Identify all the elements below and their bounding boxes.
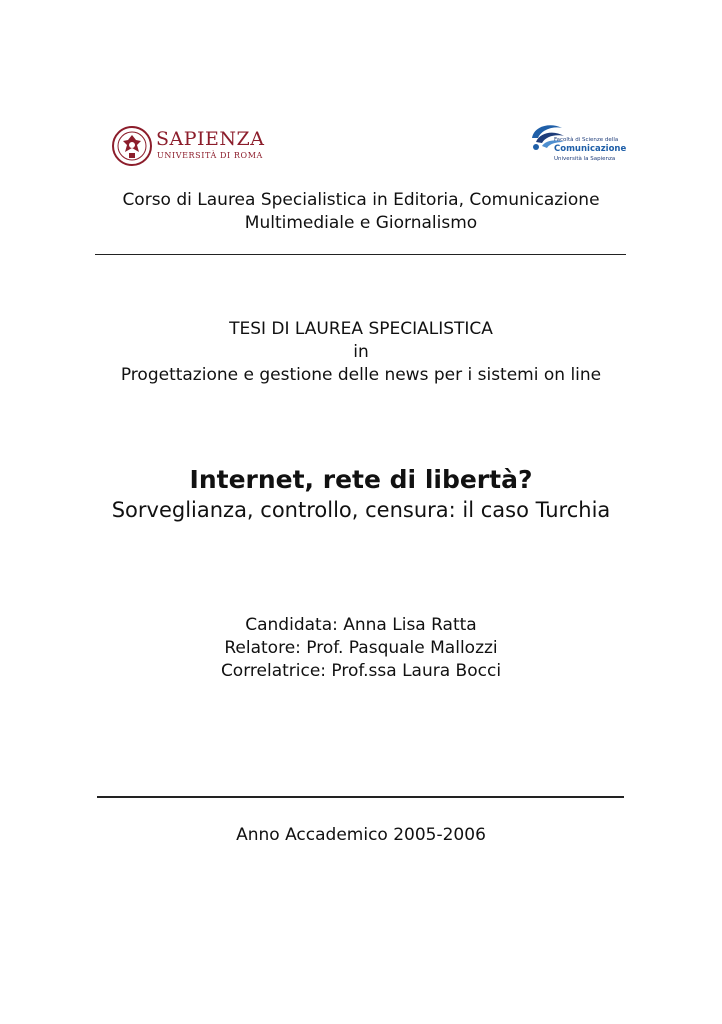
thesis-type-line3: Progettazione e gestione delle news per i sistemi on line xyxy=(120,365,602,385)
divider-bottom xyxy=(97,796,624,798)
divider-top xyxy=(95,254,626,255)
sapienza-wordmark: SAPIENZA xyxy=(156,128,265,150)
thesis-type-line2: in xyxy=(353,342,369,362)
thesis-subtitle: Sorveglianza, controllo, censura: il caso Turchia xyxy=(111,498,611,522)
academic-year-block xyxy=(0,824,722,847)
title-block xyxy=(0,464,722,524)
supervisor: Relatore: Prof. Pasquale Mallozzi xyxy=(224,638,498,658)
faculty-line3: Università la Sapienza xyxy=(554,156,616,162)
faculty-line1: Facoltà di Scienze della xyxy=(554,137,619,143)
thesis-type xyxy=(0,318,722,387)
thesis-title: Internet, rete di libertà? xyxy=(189,465,533,494)
course-line1: Corso di Laurea Specialistica in Editoria, Comunicazione xyxy=(122,190,600,210)
sapienza-seal-icon xyxy=(112,126,152,166)
faculty-logo xyxy=(522,120,627,172)
faculty-name: Comunicazione xyxy=(554,144,627,154)
co-supervisor: Correlatrice: Prof.ssa Laura Bocci xyxy=(220,661,502,681)
sapienza-subtitle: UNIVERSITÀ DI ROMA xyxy=(157,151,263,160)
course-heading xyxy=(0,189,722,235)
academic-year: Anno Accademico 2005-2006 xyxy=(236,825,486,845)
candidate: Candidata: Anna Lisa Ratta xyxy=(245,615,477,635)
people-block xyxy=(0,614,722,683)
thesis-type-line1: TESI DI LAUREA SPECIALISTICA xyxy=(229,319,493,339)
sapienza-logo xyxy=(112,126,265,168)
course-line2: Multimediale e Giornalismo xyxy=(244,213,478,233)
